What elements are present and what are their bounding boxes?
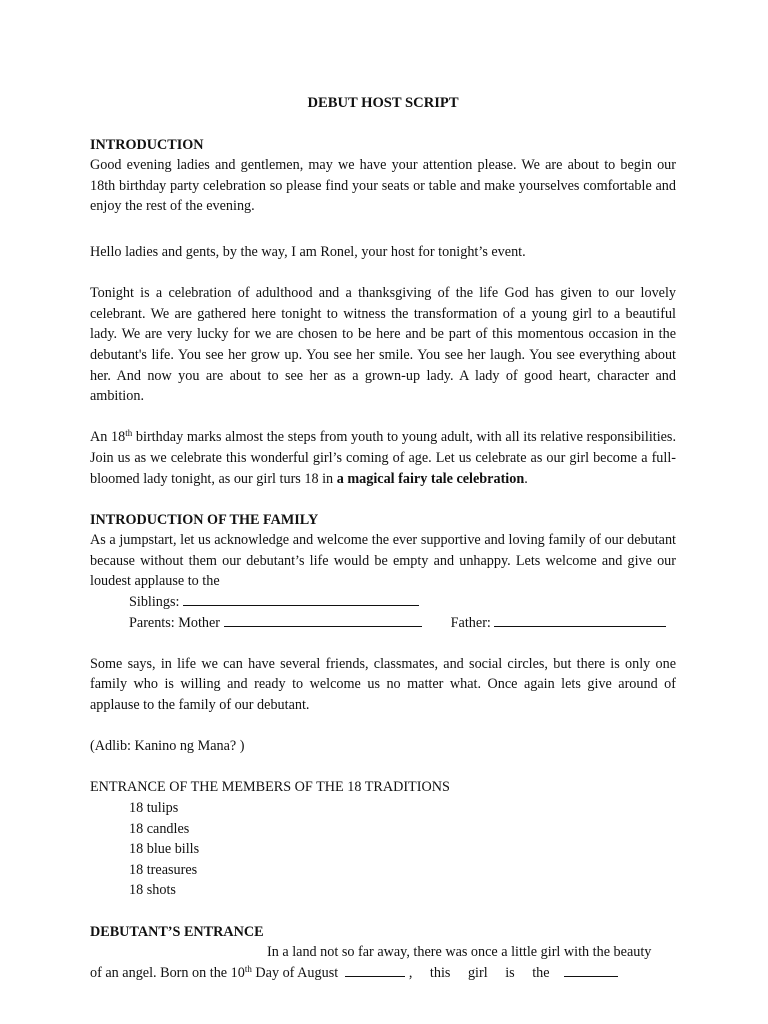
family-paragraph-2: Some says, in life we can have several friends, classmates, and social circles, but there is only one family who is willing and ready to welcome us no matter what. Once again lets give around of applause to the family of our debutant.: [90, 655, 676, 714]
family-paragraph-1: As a jumpstart, let us acknowledge and welcome the ever supportive and loving family of our debutant because without them our debutant’s life would be empty and unhappy. Lets welcome and give our loudest applause to the: [90, 532, 676, 590]
intro-paragraph-3: Tonight is a celebration of adulthood and a thanksgiving of the life God has given to our lovely celebrant. We are gathered here tonight to witness the transformation of a young girl to a beautiful lady. We are very lucky for we are chosen to be here and be part of this momentous occasion in the debutant's life. You see her grow up. You see her smile. You see her laugh. You see everything about her. And now you are about to see her as a grown-up lady. A lady of good heart, character and ambition.: [90, 285, 676, 405]
intro-paragraph-4: An 18th birthday marks almost the steps from youth to young adult, with all its relative responsibilities. Join us as we celebrate this wonderful girl’s coming of age. Let us celebrate as our girl become a full-bloomed lady tonight, as our girl turs 18 in a magical fairy tale celebration.: [90, 428, 677, 487]
list-item: 18 tulips: [129, 800, 179, 816]
mother-blank: [224, 613, 422, 627]
parents-line: Parents: Mother Father:: [90, 613, 676, 634]
birthday-blank: [345, 963, 405, 977]
list-item: 18 blue bills: [129, 841, 200, 858]
emphasis-text: a magical fairy tale celebration: [336, 470, 525, 487]
father-blank: [494, 613, 666, 627]
section-heading-entrance: DEBUTANT’S ENTRANCE: [90, 923, 264, 940]
document-body: [90, 93, 676, 983]
document-title: DEBUT HOST SCRIPT: [307, 95, 459, 111]
siblings-blank: [183, 592, 419, 606]
section-heading-family: INTRODUCTION OF THE FAMILY: [90, 511, 319, 528]
name-blank: [564, 963, 618, 977]
list-item: 18 treasures: [129, 861, 198, 878]
intro-paragraph-2: Hello ladies and gents, by the way, I am Ronel, your host for tonight’s event.: [90, 243, 526, 260]
siblings-line: Siblings:: [90, 592, 676, 613]
entrance-line-1: In a land not so far away, there was once a little girl with the beauty: [267, 944, 652, 961]
entrance-line-2: of an angel. Born on the 10th Day of August , this girl is the: [90, 963, 676, 984]
section-heading-introduction: INTRODUCTION: [90, 136, 204, 153]
section-heading-traditions: ENTRANCE OF THE MEMBERS OF THE 18 TRADITIONS: [90, 779, 450, 796]
list-item: 18 candles: [129, 820, 190, 837]
adlib-note: (Adlib: Kanino ng Mana? ): [90, 738, 245, 755]
intro-paragraph-1: Good evening ladies and gentlemen, may we have your attention please. We are about to begin our 18th birthday party celebration so please find your seats or table and make yourselves comfortable and enjoy the rest of the evening.: [90, 157, 676, 215]
list-item: 18 shots: [129, 882, 176, 899]
